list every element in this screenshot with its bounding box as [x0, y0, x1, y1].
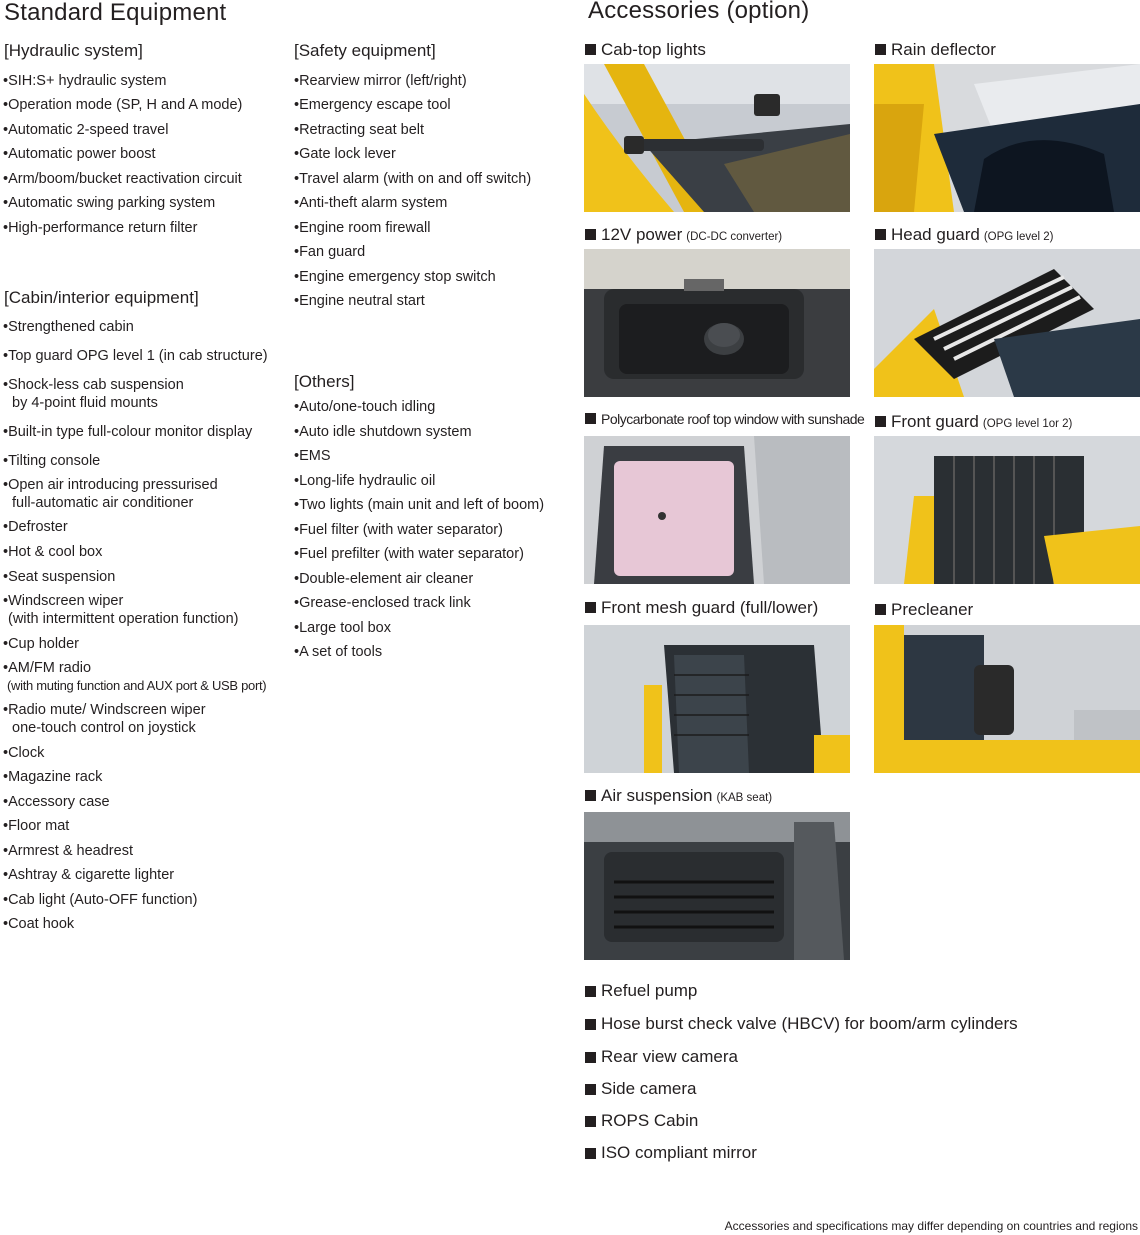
accessory-title: Front guard (OPG level 1or 2)	[875, 412, 1072, 432]
accessory-title: Precleaner	[875, 600, 973, 620]
list-item: •Auto/one-touch idling	[294, 399, 436, 415]
list-item: •Tilting console	[3, 453, 101, 469]
list-item: •Arm/boom/bucket reactivation circuit	[3, 171, 242, 187]
list-item: •Large tool box	[294, 620, 391, 636]
list-item: •Shock-less cab suspension by 4-point fluid mounts	[3, 377, 184, 411]
list-item: •Accessory case	[3, 794, 110, 810]
list-item: •Rearview mirror (left/right)	[294, 73, 467, 89]
list-item: •Operation mode (SP, H and A mode)	[3, 97, 243, 113]
square-bullet-icon	[875, 604, 886, 615]
list-item: •Automatic power boost	[3, 146, 156, 162]
list-item: •Armrest & headrest	[3, 843, 133, 859]
option-item: ROPS Cabin	[585, 1111, 698, 1131]
list-item: •Long-life hydraulic oil	[294, 473, 436, 489]
list-item: •Coat hook	[3, 916, 75, 932]
list-item: •Gate lock lever	[294, 146, 396, 162]
list-item: •Fan guard	[294, 244, 366, 260]
square-bullet-icon	[875, 416, 886, 427]
front-mesh-guard-photo	[584, 625, 850, 773]
standard-equipment-title: Standard Equipment	[4, 0, 227, 26]
precleaner-photo	[874, 625, 1140, 773]
list-item: •Ashtray & cigarette lighter	[3, 867, 175, 883]
list-item: •Anti-theft alarm system	[294, 195, 448, 211]
safety-heading: [Safety equipment]	[294, 41, 436, 60]
square-bullet-icon	[585, 1116, 596, 1127]
list-item: •Auto idle shutdown system	[294, 424, 472, 440]
accessory-title: 12V power (DC-DC converter)	[585, 225, 782, 245]
list-item: •Retracting seat belt	[294, 122, 425, 138]
list-item: •Clock	[3, 745, 45, 761]
roof-top-window-photo	[584, 436, 850, 584]
square-bullet-icon	[585, 1052, 596, 1063]
list-item: •Double-element air cleaner	[294, 571, 474, 587]
list-item: •Fuel prefilter (with water separator)	[294, 546, 524, 562]
accessory-title: Front mesh guard (full/lower)	[585, 598, 818, 618]
square-bullet-icon	[585, 413, 596, 424]
list-item: •Magazine rack	[3, 769, 103, 785]
square-bullet-icon	[585, 44, 596, 55]
accessory-title: Cab-top lights	[585, 40, 706, 60]
list-item: •Emergency escape tool	[294, 97, 451, 113]
square-bullet-icon	[585, 986, 596, 997]
list-item: •Engine neutral start	[294, 293, 425, 309]
list-item: •EMS	[294, 448, 331, 464]
list-item: •Two lights (main unit and left of boom)	[294, 497, 545, 513]
cabin-heading: [Cabin/interior equipment]	[4, 288, 199, 307]
rain-deflector-photo	[874, 64, 1140, 212]
cab-top-lights-photo	[584, 64, 850, 212]
square-bullet-icon	[585, 1019, 596, 1030]
list-item: •Open air introducing pressurised full-automatic air conditioner	[3, 477, 218, 511]
head-guard-photo	[874, 249, 1140, 397]
list-item: •Windscreen wiper (with intermittent operation function)	[3, 593, 239, 627]
option-item: Rear view camera	[585, 1047, 738, 1067]
list-item: •Built-in type full-colour monitor display	[3, 424, 253, 440]
list-item: •Radio mute/ Windscreen wiper one-touch control on joystick	[3, 702, 206, 736]
list-item: •Top guard OPG level 1 (in cab structure)	[3, 348, 268, 364]
square-bullet-icon	[875, 44, 886, 55]
list-item: •High-performance return filter	[3, 220, 198, 236]
list-item: •SIH:S+ hydraulic system	[3, 73, 167, 89]
list-item: •Seat suspension	[3, 569, 116, 585]
list-item: •Engine room firewall	[294, 220, 431, 236]
square-bullet-icon	[585, 790, 596, 801]
list-item: •Hot & cool box	[3, 544, 103, 560]
square-bullet-icon	[585, 229, 596, 240]
list-item: •Automatic swing parking system	[3, 195, 216, 211]
list-item: •A set of tools	[294, 644, 383, 660]
list-item: •Engine emergency stop switch	[294, 269, 496, 285]
12v-power-photo	[584, 249, 850, 397]
front-guard-photo	[874, 436, 1140, 584]
list-item: •Cab light (Auto-OFF function)	[3, 892, 198, 908]
list-item: •Defroster	[3, 519, 68, 535]
accessory-title: Polycarbonate roof top window with sunshade	[585, 411, 864, 427]
list-item: •AM/FM radio (with muting function and AUX port & USB port)	[3, 660, 267, 693]
list-item: •Strengthened cabin	[3, 319, 134, 335]
accessories-title: Accessories (option)	[588, 0, 810, 24]
option-item: ISO compliant mirror	[585, 1143, 757, 1163]
list-item: •Fuel filter (with water separator)	[294, 522, 503, 538]
accessory-title: Rain deflector	[875, 40, 996, 60]
accessory-title: Head guard (OPG level 2)	[875, 225, 1054, 245]
square-bullet-icon	[585, 1148, 596, 1159]
list-item: •Automatic 2-speed travel	[3, 122, 169, 138]
square-bullet-icon	[585, 1084, 596, 1095]
option-item: Side camera	[585, 1079, 696, 1099]
hydraulic-heading: [Hydraulic system]	[4, 41, 143, 60]
square-bullet-icon	[585, 602, 596, 613]
square-bullet-icon	[875, 229, 886, 240]
air-suspension-photo	[584, 812, 850, 960]
list-item: •Grease-enclosed track link	[294, 595, 471, 611]
option-item: Refuel pump	[585, 981, 697, 1001]
others-heading: [Others]	[294, 372, 355, 391]
accessory-title: Air suspension (KAB seat)	[585, 786, 772, 806]
footer-note: Accessories and specifications may differ depending on countries and regions	[724, 1219, 1138, 1233]
option-item: Hose burst check valve (HBCV) for boom/arm cylinders	[585, 1014, 1018, 1034]
list-item: •Floor mat	[3, 818, 70, 834]
list-item: •Cup holder	[3, 636, 80, 652]
list-item: •Travel alarm (with on and off switch)	[294, 171, 532, 187]
